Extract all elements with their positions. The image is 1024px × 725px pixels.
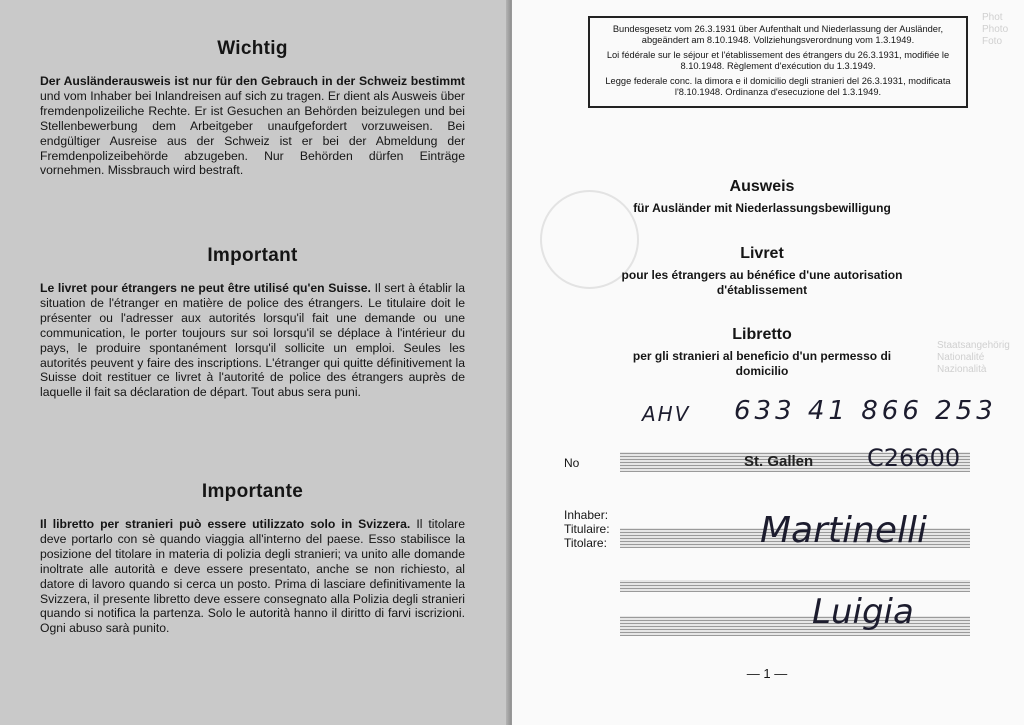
body-wichtig: und vom Inhaber bei Inlandreisen auf sich zu tragen. Er dient als Ausweis über fremdenpolizeiliche Rechte. Er ist Gesuchen an Behörden beizulegen und bei Stellenbewerbung dem Arbeitgeber unaufgefordert vorzuweisen. Bei endgültiger Ausreise aus der Schweiz ist er bei der Abmeldung der Fremdenpolizeibehörde abzugeben. Nur Behörden dürfen Einträge vornehmen. Missbrauch wird bestraft. [40, 88, 465, 178]
lead-importante: Il libretto per stranieri può essere utilizzato solo in Svizzera. [40, 517, 411, 531]
body-importante: Il titolare deve portarlo con sè quando viaggia all'interno del paese. Esso stabilisce la posizione del titolare in materia di polizia degli stranieri; va unito alle domande inoltrate alle autorità e deve essere presentato, anche se non richiesto, al datore di lavoro quando si cerca un posto. Prima di lasciare definitivamente la Svizzera, il presente libretto deve essere consegnato alla Polizia degli stranieri quando si notifica la partenza. Solo le autorità hanno il diritto di farvi iscrizioni. Ogni abuso sarà punito. [40, 517, 465, 636]
ahv-number: 633 41 866 253 [734, 396, 997, 426]
title-de: Ausweis [729, 178, 795, 195]
law-reference-box [588, 16, 968, 108]
section-importante [40, 481, 465, 636]
holder-label-fr: Titulaire: [564, 522, 610, 536]
text-importante [40, 517, 465, 636]
law-text-fr: Loi fédérale sur le séjour et l'établissement des étrangers du 26.3.1931, modifiée le 8.10.1948. Règlement d'exécution du 1.3.1949. [606, 50, 950, 71]
holder-label-it: Titolare: [564, 536, 607, 550]
title-fr: Livret [740, 245, 784, 262]
lead-important: Le livret pour étrangers ne peut être utilisé qu'en Suisse. [40, 281, 371, 295]
title-block-it [552, 326, 972, 379]
no-label: No [564, 456, 580, 470]
text-wichtig [40, 74, 465, 178]
heading-wichtig: Wichtig [217, 38, 288, 59]
no-handwritten-value: C26600 [867, 444, 961, 472]
holder-label-de: Inhaber: [564, 508, 609, 522]
holder-given-name: Luigia [812, 592, 914, 632]
bleed-through-text: Staatsangehörig Nationalité Nazionalità [937, 340, 1010, 375]
heading-importante: Importante [201, 481, 304, 502]
subtitle-it: per gli stranieri al beneficio d'un permesso di domicilio [632, 349, 892, 378]
text-important [40, 281, 465, 400]
right-page [512, 0, 1024, 725]
title-block-fr [552, 245, 972, 298]
subtitle-de: für Ausländer mit Niederlassungsbewilligung [633, 201, 891, 215]
given-name-field [620, 616, 970, 636]
section-important [40, 245, 465, 400]
subtitle-fr: pour les étrangers au bénéfice d'une autorisation d'établissement [621, 268, 903, 297]
holder-surname: Martinelli [760, 510, 928, 551]
lead-wichtig: Der Ausländerausweis ist nur für den Gebrauch in der Schweiz bestimmt [40, 74, 465, 88]
law-text-it: Legge federale conc. la dimora e il domicilio degli stranieri del 26.3.1931, modificata l'8.10.1948. Ordinanza d'esecuzione del 1.3.1949. [605, 76, 951, 97]
no-printed-value: St. Gallen [744, 453, 814, 470]
body-important: Il sert à établir la situation de l'étranger en matière de police des étrangers. Le titulaire doit le présenter ou l'adresser aux autorités lorsqu'il fait une demande ou une communication, le porter toujours sur soi lorsqu'il se déplace à l'intérieur du pays, le produire spontanément lorsqu'il sollicite un emploi. Seules les autorités peuvent y faire des inscriptions. L'étranger qui quitte définitivement la Suisse doit restituer ce livret à l'autorité de police des étrangers auprès de laquelle il fait sa déclaration de départ. Tout abus sera puni. [40, 281, 465, 400]
law-text-de: Bundesgesetz vom 26.3.1931 über Aufenthalt und Niederlassung der Ausländer, abgeändert am 8.10.1948. Vollziehungsverordnung vom 1.3.1949. [612, 24, 944, 45]
title-block-de [552, 178, 972, 216]
bleed-through-text: Phot Photo Foto [982, 12, 1009, 47]
heading-important: Important [207, 245, 298, 266]
title-it: Libretto [732, 326, 792, 343]
page-number: — 1 — [746, 666, 788, 681]
name-field-line [620, 580, 970, 592]
section-wichtig [40, 38, 465, 178]
ahv-label: AHV [642, 402, 691, 426]
